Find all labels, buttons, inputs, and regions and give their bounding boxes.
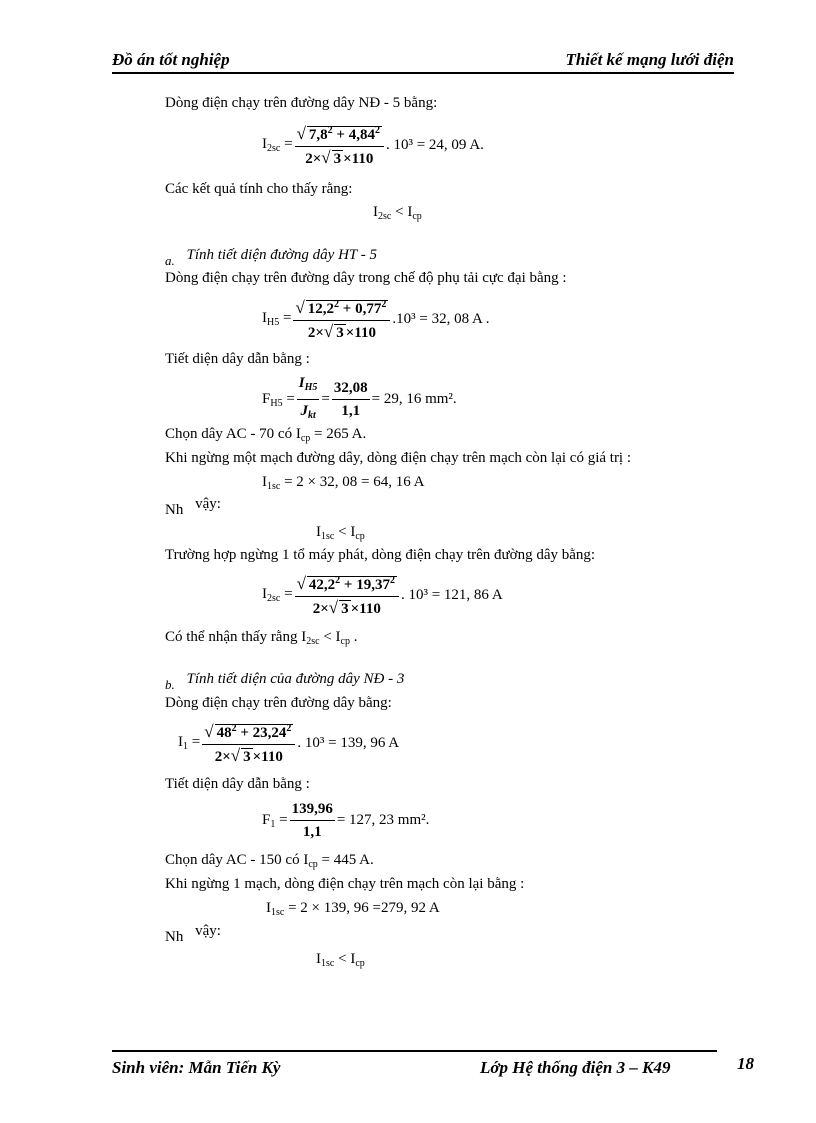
paragraph: Các kết quả tính cho thấy rằng:: [165, 181, 353, 197]
equation-fh5: $F_{H5}$ = $\frac{I_{H5}}{J_{kt}}$ = $\frac{32,08}{1,1}$ = 29, 16 mm².: [262, 375, 457, 421]
paragraph: Dòng điện chạy trên đường dây NĐ - 5 bằng:: [165, 95, 438, 111]
comparison: $I_{1sc} < I_{cp}$: [316, 524, 365, 542]
header-right: Thiết kế mạng lưới điện: [565, 50, 734, 69]
paragraph: Chọn dây AC - 70 có $I_{cp} = 265$ A.: [165, 426, 367, 444]
paragraph: Trường hợp ngừng 1 tổ máy phát, dòng điện chạy trên đường dây bằng:: [165, 547, 596, 563]
paragraph: Có thể nhận thấy rằng $I_{2sc} < I_{cp}$ .: [165, 629, 358, 647]
paragraph: Dòng điện chạy trên đường dây bằng:: [165, 695, 392, 711]
section-heading-b: b. Tính tiết diện của đường dây NĐ - 3: [165, 671, 405, 692]
equation-i1: $I_1$ = $\frac{√ 48^2 + 23,24^2}{2\times√ 3 \times 110}$ . 10³ = 139, 96 A: [178, 722, 400, 765]
page-number: 18: [737, 1054, 754, 1073]
nhu-vay: Nh vậy:: [165, 496, 221, 518]
header-rule: [112, 72, 734, 74]
equation-i1sc-2: $I_{1sc} = 2 \times 139$, 96 =279, 92 A: [266, 900, 440, 918]
comparison: $I_{1sc} < I_{cp}$: [316, 951, 365, 969]
footer-left: Sinh viên: Mẫn Tiến Kỳ: [112, 1058, 281, 1077]
section-heading-a: a. Tính tiết diện đường dây HT - 5: [165, 247, 377, 268]
equation-ih5: $I_{H5}$ = $\frac{√ 12,2^2 + 0,77^2}{2\times√ 3 \times 110}$ .10³ = 32, 08 A .: [262, 298, 490, 341]
paragraph: Khi ngừng một mạch đường dây, dòng điện chạy trên mạch còn lại có giá trị :: [165, 450, 632, 466]
paragraph: Tiết diện dây dẫn bằng :: [165, 351, 310, 367]
paragraph: Khi ngừng 1 mạch, dòng điện chạy trên mạch còn lại bằng :: [165, 876, 525, 892]
equation-f1: $F_1$ = $\frac{139,96}{1,1}$ = 127, 23 mm².: [262, 801, 430, 840]
paragraph: Tiết diện dây dẫn bằng :: [165, 776, 310, 792]
comparison: $I_{2sc} < I_{cp}$: [373, 204, 422, 222]
equation-i2sc: $I_{2sc}$ = $\frac{√ 7,8^2 + 4,84^2}{2\times√ 3 \times 110}$ . 10³ = 24, 09 A.: [262, 124, 484, 167]
paragraph: Dòng điện chạy trên đường dây trong chế độ phụ tải cực đại bằng :: [165, 270, 567, 286]
footer-right: Lớp Hệ thống điện 3 – K49: [480, 1058, 671, 1077]
footer-rule: [112, 1050, 717, 1052]
equation-i1sc: $I_{1sc} = 2 \times 32$, 08 = 64, 16 A: [262, 474, 425, 492]
header-left: Đồ án tốt nghiệp: [112, 50, 230, 69]
paragraph: Chọn dây AC - 150 có $I_{cp} = 445$ A.: [165, 852, 374, 870]
equation-i2sc-2: $I_{2sc}$ = $\frac{√ 42,2^2 + 19,37^2}{2\times√ 3 \times 110}$ . 10³ = 121, 86 A: [262, 574, 503, 617]
nhu-vay: Nh vậy:: [165, 923, 221, 945]
